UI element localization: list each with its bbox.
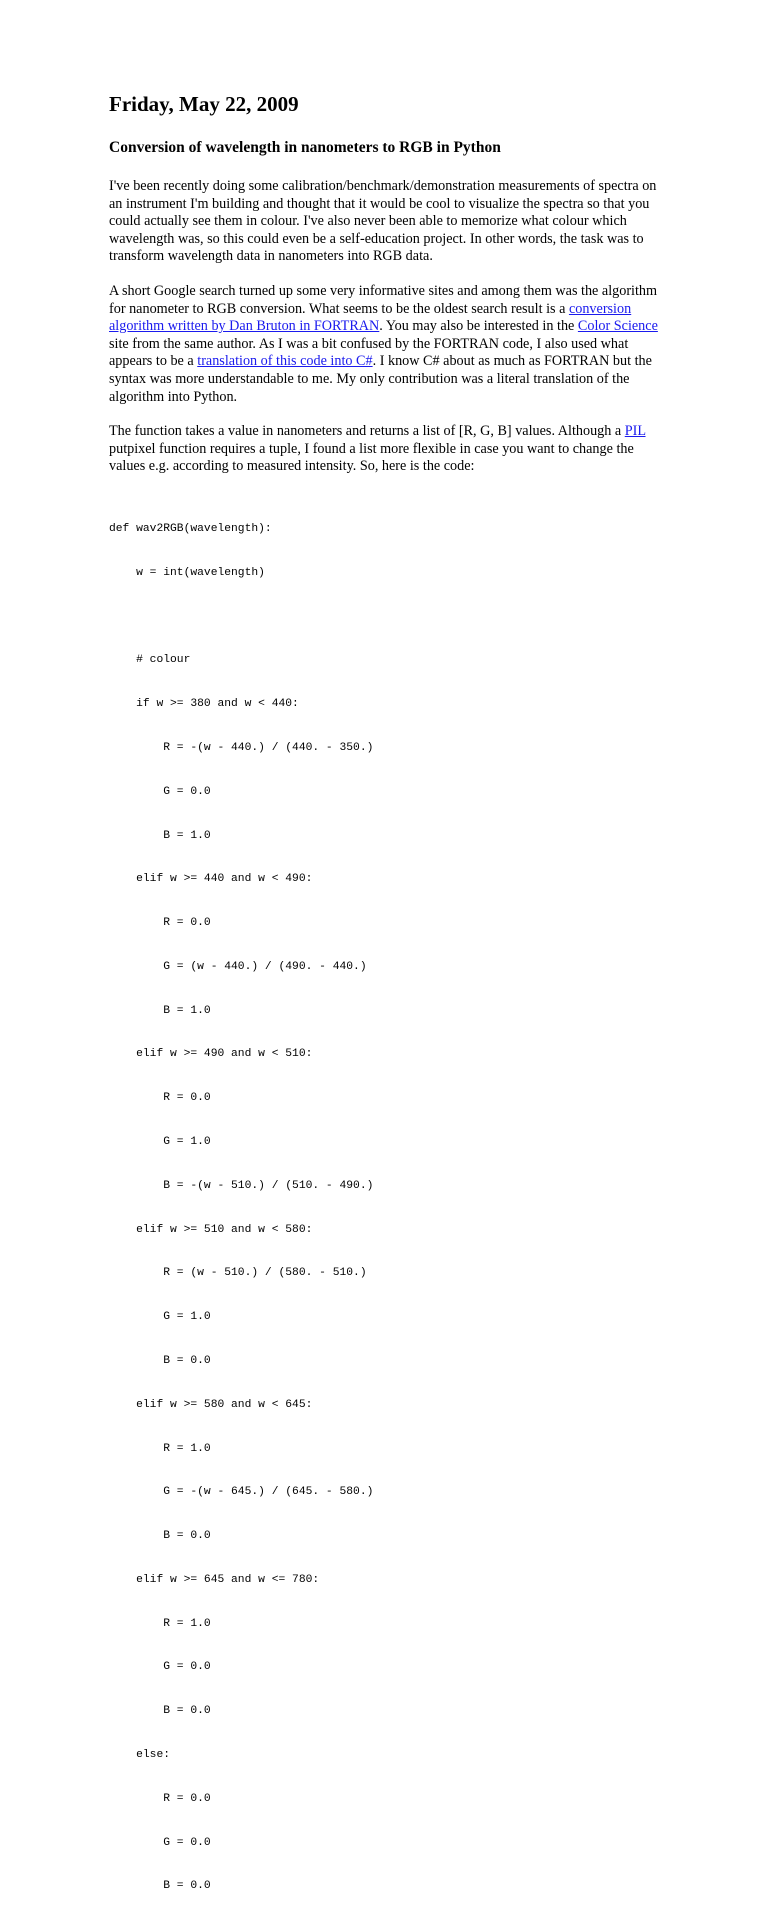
code-line: G = 1.0 <box>109 1136 211 1149</box>
date-header: Friday, May 22, 2009 <box>109 92 299 116</box>
paragraph-intro: I've been recently doing some calibration/benchmark/demonstration measurements of spectra on an instrument I'm building and thought that it would be cool to visualize the spectra so that you could actually see them in colour. I've also never been able to memorize what colour which wavelength was, so this could even be a self-education project. In other words, the task was to transform wavelength data in nanometers into RGB data. <box>109 178 657 265</box>
code-line: B = 1.0 <box>109 1004 211 1017</box>
paragraph-text: A short Google search turned up some very informative sites and among them was the algorithm for nanometer to RGB conversion. What seems to be the oldest search result is a <box>109 282 658 317</box>
code-line: R = 1.0 <box>109 1617 211 1630</box>
code-line: R = 0.0 <box>109 1092 211 1105</box>
link-conversion-algorithm[interactable]: conversion algorithm written by Dan Bruton in FORTRAN <box>109 300 632 335</box>
paragraph-text: site from the same author. As I was a bit confused by the FORTRAN code, I also used what appears to be a <box>109 335 629 370</box>
code-line: elif w >= 510 and w < 580: <box>109 1223 313 1236</box>
link-csharp-translation[interactable]: translation of this code into C# <box>197 353 373 370</box>
paragraph-function <box>109 423 669 476</box>
code-line: B = 0.0 <box>109 1705 211 1718</box>
code-line: elif w >= 440 and w < 490: <box>109 873 313 886</box>
code-line: B = 0.0 <box>109 1530 211 1543</box>
code-line <box>109 610 669 625</box>
code-line: G = 0.0 <box>109 1661 211 1674</box>
code-line: # colour <box>109 654 191 667</box>
paragraph-text: putpixel function requires a tuple, I found a list more flexible in case you want to change the values e.g. according to measured intensity. So, here is the code: <box>109 440 634 475</box>
paragraph-text: . I know C# about as much as FORTRAN but the syntax was more understandable to me. My only contribution was a literal translation of the algorithm into Python. <box>109 353 652 405</box>
code-line: B = -(w - 510.) / (510. - 490.) <box>109 1179 374 1192</box>
paragraph-text: . You may also be interested in the <box>379 318 578 335</box>
code-line: G = -(w - 645.) / (645. - 580.) <box>109 1486 374 1499</box>
code-line: R = -(w - 440.) / (440. - 350.) <box>109 742 374 754</box>
code-line: G = (w - 440.) / (490. - 440.) <box>109 960 367 973</box>
code-line: elif w >= 645 and w <= 780: <box>109 1573 320 1586</box>
code-line: if w >= 380 and w < 440: <box>109 698 299 711</box>
code-line: G = 0.0 <box>109 785 211 798</box>
code-line: R = 0.0 <box>109 1792 211 1805</box>
blog-post <box>109 90 669 1923</box>
code-line: elif w >= 490 and w < 510: <box>109 1048 313 1061</box>
code-line: R = (w - 510.) / (580. - 510.) <box>109 1267 367 1280</box>
code-line: G = 0.0 <box>109 1836 211 1849</box>
code-line: B = 0.0 <box>109 1354 211 1367</box>
link-color-science[interactable]: Color Science <box>577 318 658 335</box>
code-line: w = int(wavelength) <box>109 566 265 579</box>
link-pil[interactable]: PIL <box>624 423 646 440</box>
code-line: elif w >= 580 and w < 645: <box>109 1398 313 1411</box>
paragraph-text: The function takes a value in nanometers and returns a list of [R, G, B] values. Although a <box>109 423 625 440</box>
code-line: G = 1.0 <box>109 1311 211 1324</box>
post-title: Conversion of wavelength in nanometers to RGB in Python <box>109 139 501 156</box>
code-line: R = 1.0 <box>109 1442 211 1455</box>
code-line: B = 1.0 <box>109 829 211 842</box>
code-line: else: <box>109 1748 171 1761</box>
code-line: B = 0.0 <box>109 1880 211 1893</box>
code-line: R = 0.0 <box>109 917 211 930</box>
code-block <box>109 493 669 1923</box>
paragraph-sources <box>109 283 669 406</box>
code-line: def wav2RGB(wavelength): <box>109 523 272 536</box>
